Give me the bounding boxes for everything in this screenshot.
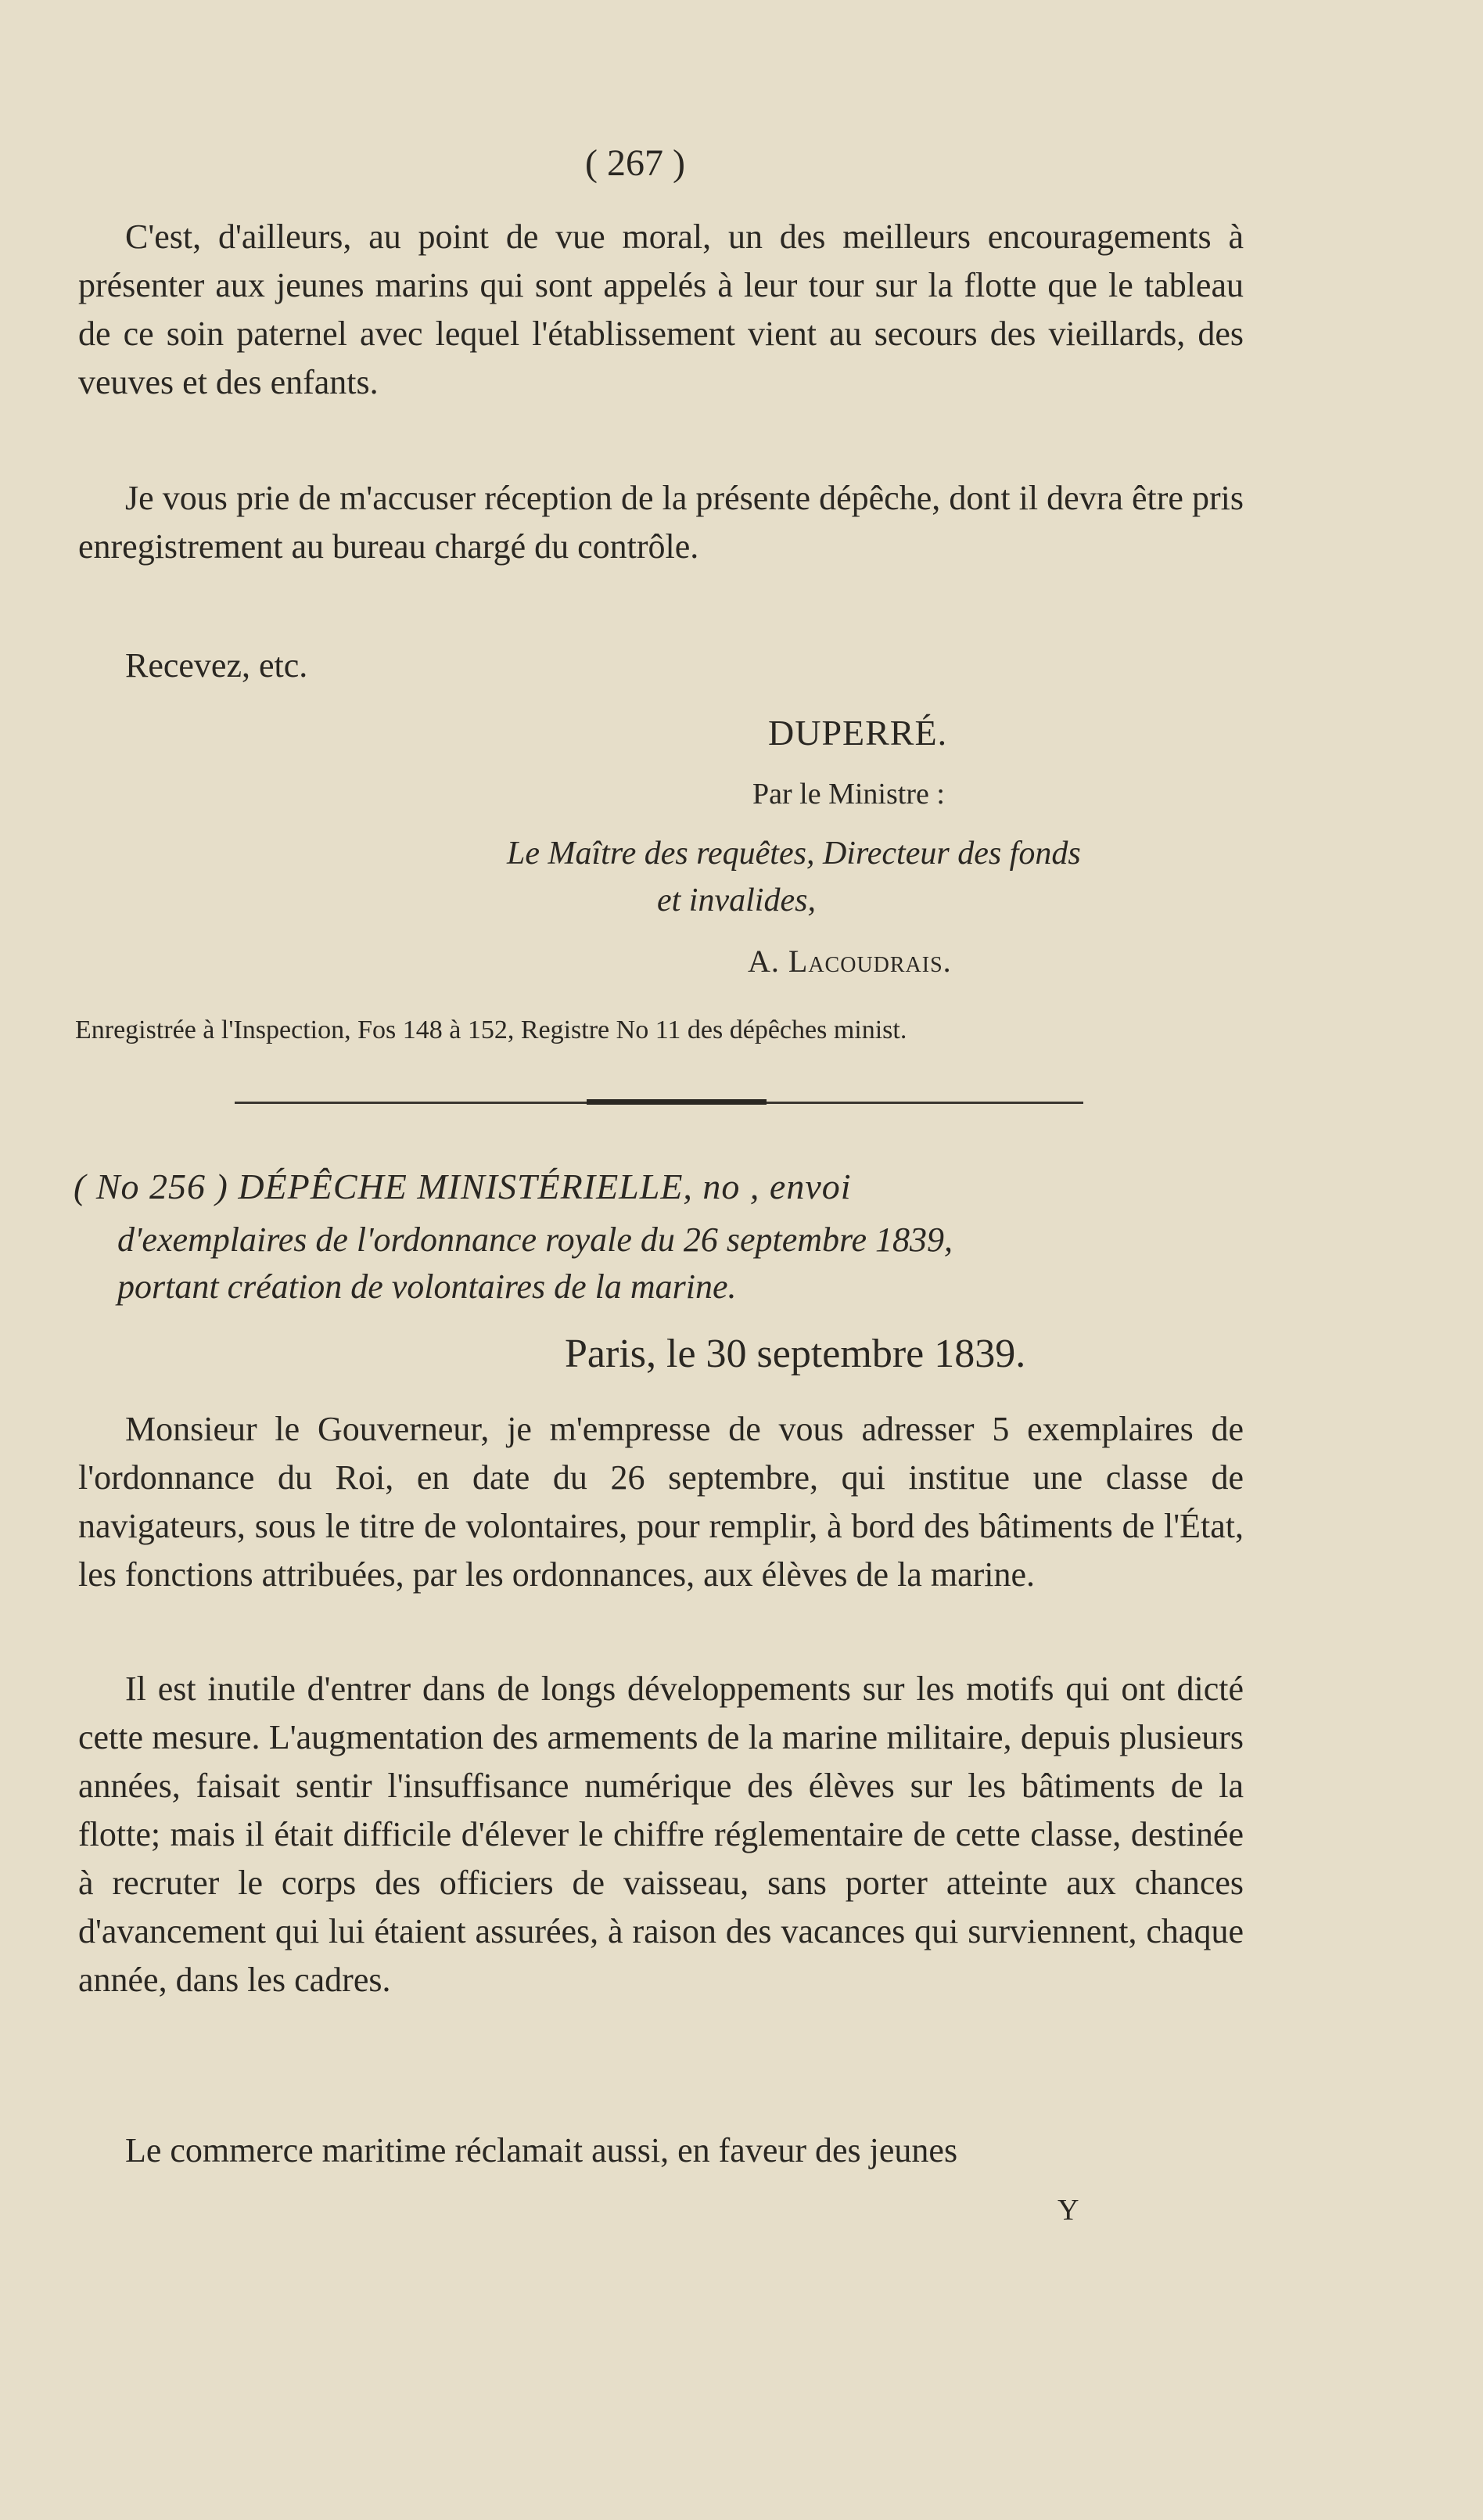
dispatch-paragraph-3: Le commerce maritime réclamait aussi, en faveur des jeunes bbox=[125, 2131, 958, 2170]
separator-rule-center bbox=[587, 1099, 767, 1105]
separator-rule-left bbox=[235, 1102, 587, 1104]
signature-title-line2: et invalides, bbox=[657, 883, 816, 918]
par-le-ministre: Par le Ministre : bbox=[752, 778, 945, 811]
dispatch-paragraph-2: Il est inutile d'entrer dans de longs développements sur les motifs qui ont dicté cette mesure. L'augmentation des armements de la marine militaire, depuis plusieurs années, faisait sentir l'insuffisance numérique des élèves sur les bâtiments de la flotte; mais il était difficile d'élever le chiffre réglementaire de cette classe, destinée à recruter le corps des officiers de vaisseau, sans porter atteinte aux chances d'avancement qui lui étaient assurées, à raison des vacances qui surviennent, chaque année, dans les cadres. bbox=[78, 1670, 1244, 1999]
signature-name: DUPERRÉ. bbox=[768, 713, 948, 753]
dispatch-heading-line2: d'exemplaires de l'ordonnance royale du 26 septembre 1839, bbox=[117, 1220, 953, 1259]
dispatch-heading-line3: portant création de volontaires de la marine. bbox=[117, 1267, 737, 1306]
page-number: ( 267 ) bbox=[585, 142, 685, 184]
dispatch-dateline: Paris, le 30 septembre 1839. bbox=[565, 1332, 1026, 1376]
paragraph-moral: C'est, d'ailleurs, au point de vue moral, un des meilleurs encouragements à présenter aux jeunes marins qui sont appelés à leur tour sur la flotte que le tableau de ce soin paternel avec lequel l'établissement vient au secours des vieillards, des veuves et des enfants. bbox=[78, 217, 1244, 401]
separator-rule-right bbox=[767, 1102, 1083, 1104]
signer-name: A. Lacoudrais. bbox=[748, 944, 952, 979]
dispatch-paragraph-1: Monsieur le Gouverneur, je m'empresse de vous adresser 5 exemplaires de l'ordonnance du Roi, en date du 26 septembre, qui institue une classe de navigateurs, sous le titre de volontaires, pour remplir, à bord des bâtiments de l'État, les fonctions attribuées, par les ordonnances, aux élèves de la marine. bbox=[78, 1410, 1244, 1594]
dispatch-heading-line1: ( No 256 ) DÉPÊCHE MINISTÉRIELLE, no , envoi bbox=[74, 1167, 852, 1206]
registration-note: Enregistrée à l'Inspection, Fos 148 à 152, Registre No 11 des dépêches minist. bbox=[75, 1016, 907, 1044]
paragraph-accuse-reception: Je vous prie de m'accuser réception de la présente dépêche, dont il devra être pris enregistrement au bureau chargé du contrôle. bbox=[78, 479, 1244, 566]
signature-title-line1: Le Maître des requêtes, Directeur des fonds bbox=[507, 836, 1081, 872]
signature-mark: Y bbox=[1057, 2194, 1079, 2227]
closing-formula: Recevez, etc. bbox=[125, 646, 308, 685]
